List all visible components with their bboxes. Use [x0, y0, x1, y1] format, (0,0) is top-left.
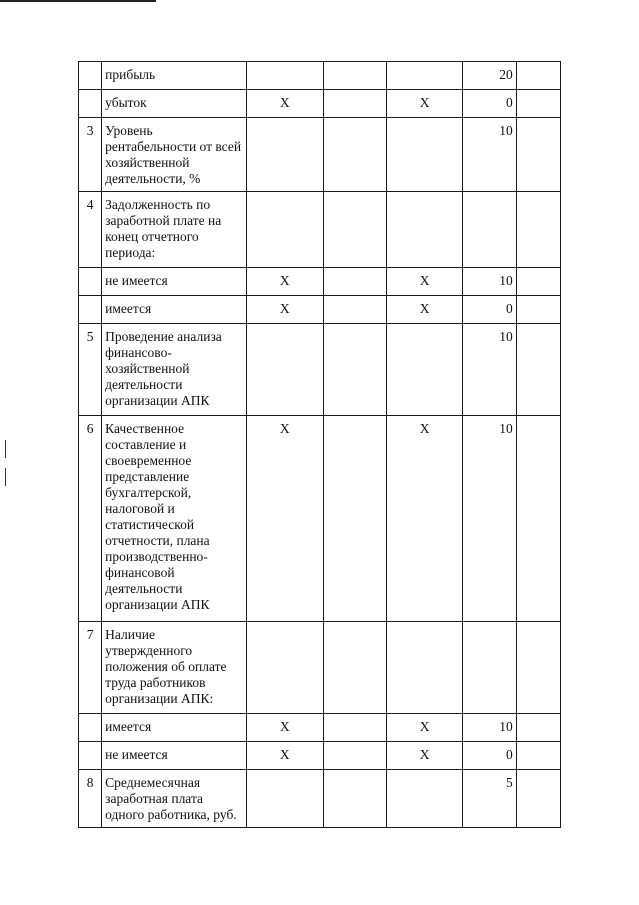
mark-cell	[323, 192, 386, 268]
mark-cell: X	[386, 296, 462, 324]
table-row	[79, 742, 561, 770]
mark-cell	[247, 770, 323, 828]
criterion-label: Задолженность по заработной плате на конец отчетного периода:	[102, 192, 247, 268]
score-value	[463, 192, 516, 268]
empty-cell	[516, 416, 560, 622]
row-number	[79, 268, 102, 296]
row-number	[79, 742, 102, 770]
criterion-label: Проведение анализа финансово-хозяйственной деятельности организации АПК	[102, 324, 247, 416]
row-number: 4	[79, 192, 102, 268]
score-value: 5	[463, 770, 516, 828]
mark-cell	[386, 118, 462, 192]
table-row	[79, 192, 561, 268]
mark-cell	[247, 622, 323, 714]
mark-cell: X	[386, 268, 462, 296]
empty-cell	[516, 714, 560, 742]
mark-cell: X	[386, 90, 462, 118]
mark-cell	[323, 416, 386, 622]
empty-cell	[516, 62, 560, 90]
mark-cell	[323, 324, 386, 416]
table-row	[79, 268, 561, 296]
score-value: 20	[463, 62, 516, 90]
margin-mark	[5, 440, 6, 458]
mark-cell	[323, 714, 386, 742]
criteria-table	[78, 61, 561, 828]
mark-cell: X	[247, 714, 323, 742]
mark-cell: X	[247, 268, 323, 296]
criterion-label: Наличие утвержденного положения об оплате труда работников организации АПК:	[102, 622, 247, 714]
empty-cell	[516, 192, 560, 268]
table-row	[79, 118, 561, 192]
header-rule	[0, 0, 156, 2]
table-row	[79, 324, 561, 416]
mark-cell	[323, 742, 386, 770]
empty-cell	[516, 622, 560, 714]
mark-cell: X	[386, 742, 462, 770]
mark-cell: X	[247, 90, 323, 118]
criterion-label: Среднемесячная заработная плата одного работника, руб.	[102, 770, 247, 828]
criterion-label: имеется	[102, 714, 247, 742]
table-row	[79, 714, 561, 742]
mark-cell	[323, 90, 386, 118]
empty-cell	[516, 118, 560, 192]
mark-cell	[386, 62, 462, 90]
empty-cell	[516, 324, 560, 416]
empty-cell	[516, 742, 560, 770]
row-number: 6	[79, 416, 102, 622]
score-value	[463, 622, 516, 714]
row-number: 3	[79, 118, 102, 192]
criterion-label: не имеется	[102, 268, 247, 296]
table-row	[79, 622, 561, 714]
mark-cell	[323, 770, 386, 828]
mark-cell	[323, 62, 386, 90]
mark-cell: X	[247, 296, 323, 324]
criterion-label: имеется	[102, 296, 247, 324]
table-row	[79, 770, 561, 828]
mark-cell	[247, 324, 323, 416]
row-number	[79, 296, 102, 324]
mark-cell	[323, 622, 386, 714]
mark-cell	[323, 268, 386, 296]
criterion-label: убыток	[102, 90, 247, 118]
mark-cell: X	[247, 416, 323, 622]
empty-cell	[516, 90, 560, 118]
mark-cell	[386, 324, 462, 416]
table-body	[79, 62, 561, 828]
table-row	[79, 62, 561, 90]
row-number: 7	[79, 622, 102, 714]
criterion-label: Качественное составление и своевременное представление бухгалтерской, налоговой и статистической отчетности, плана производственно-финансовой деятельности организации АПК	[102, 416, 247, 622]
mark-cell	[247, 62, 323, 90]
table-row	[79, 296, 561, 324]
row-number	[79, 714, 102, 742]
mark-cell: X	[247, 742, 323, 770]
mark-cell	[323, 296, 386, 324]
mark-cell	[247, 118, 323, 192]
empty-cell	[516, 296, 560, 324]
empty-cell	[516, 770, 560, 828]
score-value: 10	[463, 714, 516, 742]
row-number	[79, 90, 102, 118]
score-value: 0	[463, 90, 516, 118]
score-value: 10	[463, 268, 516, 296]
score-value: 0	[463, 742, 516, 770]
mark-cell	[386, 192, 462, 268]
margin-mark	[5, 468, 6, 486]
mark-cell	[323, 118, 386, 192]
mark-cell: X	[386, 416, 462, 622]
row-number	[79, 62, 102, 90]
mark-cell	[386, 770, 462, 828]
empty-cell	[516, 268, 560, 296]
row-number: 8	[79, 770, 102, 828]
mark-cell	[247, 192, 323, 268]
score-value: 10	[463, 324, 516, 416]
table-row	[79, 90, 561, 118]
mark-cell: X	[386, 714, 462, 742]
criterion-label: прибыль	[102, 62, 247, 90]
score-value: 10	[463, 416, 516, 622]
criterion-label: не имеется	[102, 742, 247, 770]
score-value: 0	[463, 296, 516, 324]
mark-cell	[386, 622, 462, 714]
score-value: 10	[463, 118, 516, 192]
table-row	[79, 416, 561, 622]
criterion-label: Уровень рентабельности от всей хозяйственной деятельности, %	[102, 118, 247, 192]
row-number: 5	[79, 324, 102, 416]
